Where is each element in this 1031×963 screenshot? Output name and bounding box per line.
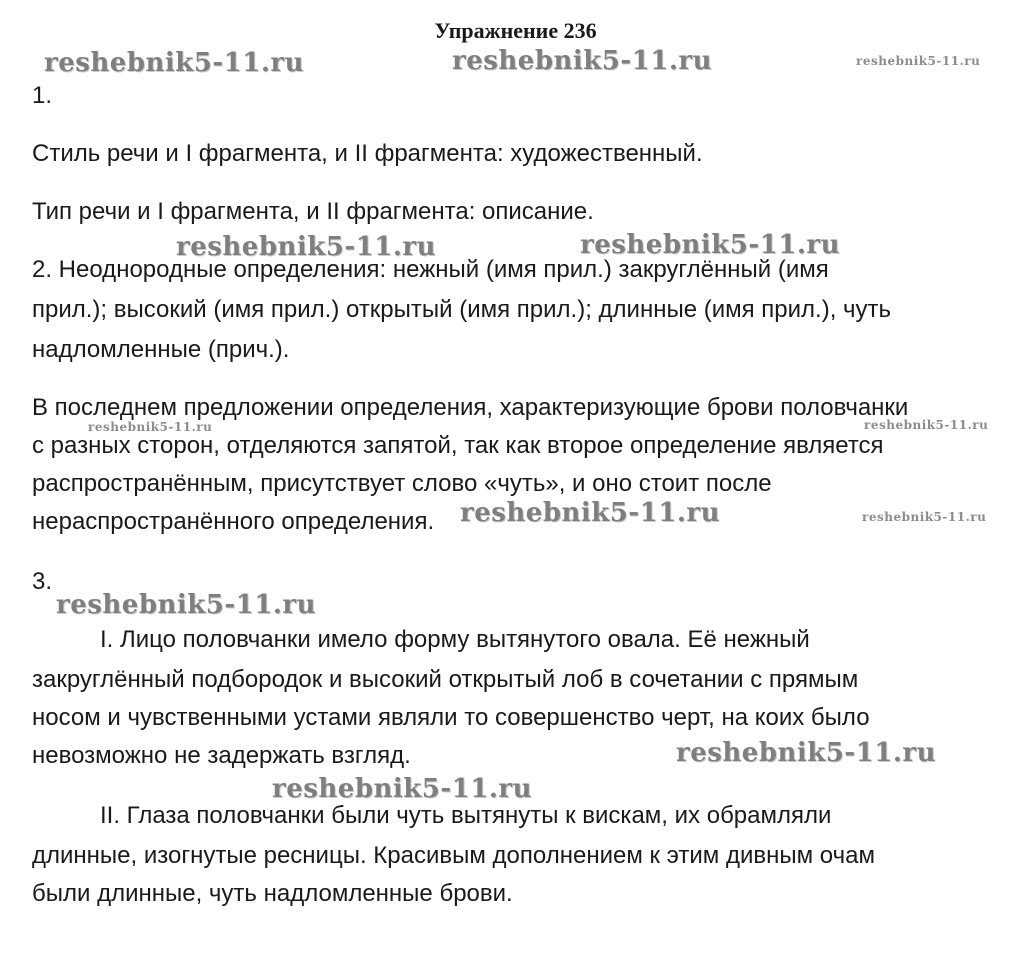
section-number: 3.	[32, 568, 53, 595]
watermark: reshebnik5-11.ru	[864, 418, 989, 432]
watermark: reshebnik5-11.ru	[88, 420, 213, 434]
fragment-line: были длинные, чуть надломленные брови.	[32, 880, 513, 907]
fragment-line: невозможно не задержать взгляд.	[32, 742, 411, 769]
watermark: reshebnik5-11.ru	[56, 590, 317, 620]
answer-line: 2. Неоднородные определения: нежный (имя прил.) закруглённый (имя	[32, 256, 829, 283]
speech-type-line: Тип речи и I фрагмента, и II фрагмента: описание.	[32, 198, 594, 225]
fragment-line: длинные, изогнутые ресницы. Красивым дополнением к этим дивным очам	[32, 842, 875, 869]
watermark: reshebnik5-11.ru	[676, 738, 937, 768]
answer-line: прил.); высокий (имя прил.) открытый (имя прил.); длинные (имя прил.), чуть	[32, 296, 892, 323]
section-number: 1.	[32, 82, 53, 109]
fragment-line: закруглённый подбородок и высокий открытый лоб в сочетании с прямым	[32, 666, 859, 693]
answer-line: с разных сторон, отделяются запятой, так как второе определение является	[32, 432, 884, 459]
watermark: reshebnik5-11.ru	[176, 232, 437, 262]
watermark: reshebnik5-11.ru	[460, 498, 721, 528]
fragment-line: I. Лицо половчанки имело форму вытянутого овала. Её нежный	[100, 626, 810, 653]
watermark: reshebnik5-11.ru	[452, 46, 713, 76]
speech-style-line: Стиль речи и I фрагмента, и II фрагмента: художественный.	[32, 140, 703, 167]
fragment-line: носом и чувственными устами являли то совершенство черт, на коих было	[32, 704, 870, 731]
watermark: reshebnik5-11.ru	[856, 54, 981, 68]
fragment-line: II. Глаза половчанки были чуть вытянуты к вискам, их обрамляли	[100, 802, 832, 829]
watermark: reshebnik5-11.ru	[862, 510, 987, 524]
watermark: reshebnik5-11.ru	[272, 774, 533, 804]
answer-line: нераспространённого определения.	[32, 508, 435, 535]
answer-line: распространённым, присутствует слово «чуть», и оно стоит после	[32, 470, 772, 497]
answer-line: В последнем предложении определения, характеризующие брови половчанки	[32, 394, 909, 421]
watermark: reshebnik5-11.ru	[580, 230, 841, 260]
answer-line: надломленные (прич.).	[32, 336, 290, 363]
watermark: reshebnik5-11.ru	[44, 48, 305, 78]
page-title: Упражнение 236	[434, 18, 597, 43]
